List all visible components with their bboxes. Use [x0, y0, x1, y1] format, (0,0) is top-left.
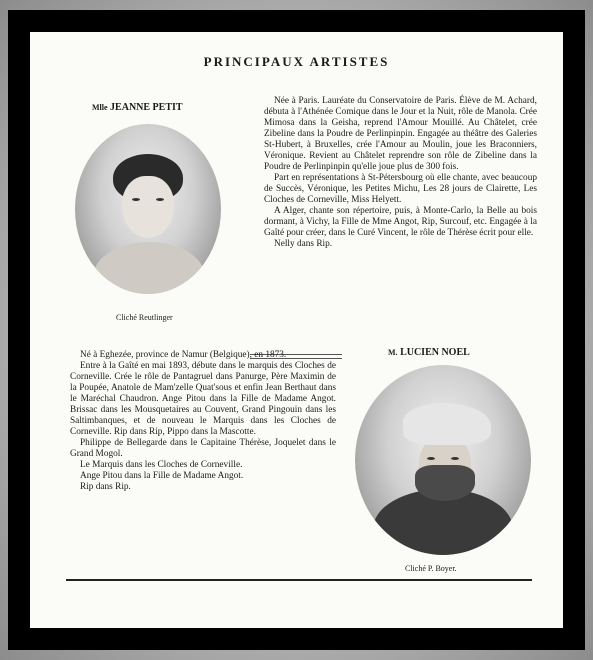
artist2-bio-paragraph: Le Marquis dans les Cloches de Corneville. — [80, 460, 243, 470]
artist1-biography — [264, 96, 537, 250]
artist2-bio-paragraph: Ange Pitou dans la Fille de Madame Angot. — [80, 471, 244, 481]
artist1-name-text: JEANNE PETIT — [110, 102, 183, 113]
bottom-rule — [66, 579, 532, 581]
artist2-name-text: LUCIEN NOEL — [400, 347, 470, 358]
magazine-page — [30, 32, 563, 628]
black-frame — [8, 10, 585, 650]
page-title: PRINCIPAUX ARTISTES — [203, 54, 390, 69]
artist1-portrait — [75, 124, 221, 294]
artist1-bio-paragraph: Née à Paris. Lauréate du Conservatoire de Paris. Élève de M. Achard, débuta à l'Athénée Comique dans le Jour et la Nuit, rôle de Manola. Crée Mimosa dans la Geisha, reprend l'Amour Mouillé. Au Châtelet, crée Zibeline dans la Poudre de Perlinpinpin. Engagée au théâtre des Galeries St-Hubert, à Bruxelles, crée l'Amour au Moulin, joue les Braconniers, Véronique. Revient au Châtelet reprendre son rôle de Zibeline dans la Poudre de Perlinpinpin qu'elle joue plus de 300 fois. — [264, 96, 537, 172]
artist1-name — [92, 102, 183, 113]
artist2-prefix: M. — [388, 348, 398, 357]
artist2-bio-paragraph: Philippe de Bellegarde dans le Capitaine Thérèse, Joquelet dans le Grand Mogol. — [70, 438, 336, 459]
artist2-name — [388, 347, 470, 358]
artist2-bio-paragraph: Né à Eghezée, province de Namur (Belgique), en 1873. — [80, 350, 287, 360]
artist2-photo-credit: Cliché P. Boyer. — [405, 564, 457, 573]
artist1-photo-credit: Cliché Reutlinger — [116, 313, 173, 322]
artist1-bio-paragraph: Part en représentations à St-Pétersbourg où elle chante, avec beaucoup de Succès, Véronique, les Petites Michu, Les 28 jours de Clairette, Les Cloches de Corneville, Miss Helyett. — [264, 173, 537, 205]
artist1-bio-paragraph: Nelly dans Rip. — [274, 239, 333, 249]
artist2-biography — [70, 350, 336, 493]
artist1-bio-paragraph: A Alger, chante son répertoire, puis, à Monte-Carlo, la Belle au bois dormant, à Vichy, la Fille de Mme Angot, Rip, Surcouf, etc. Engagée à la Gaîté pour créer, dans le Curé Vincent, le rôle de Thérèse écrit pour elle. — [264, 206, 537, 238]
artist2-bio-paragraph: Rip dans Rip. — [80, 482, 131, 492]
artist2-bio-paragraph: Entre à la Gaîté en mai 1893, débute dans le marquis des Cloches de Corneville. Crée le rôle de Pantagruel dans Panurge, Père Maximin de la Poupée, Anatole de Mam'zelle Quat'sous et enfin Jean Berthaut dans le Maréchal Chaudron. Ange Pitou dans la Fille de Madame Angot. Brissac dans les Mousquetaires au Couvent, Grand Pingouin dans les Saltimbanques, et de nouveau le Marquis dans les Cloches de Corneville. Rip dans Rip, Pippo dans la Mascotte. — [70, 361, 336, 437]
artist2-portrait — [355, 365, 531, 555]
artist1-prefix: Mlle — [92, 103, 108, 112]
